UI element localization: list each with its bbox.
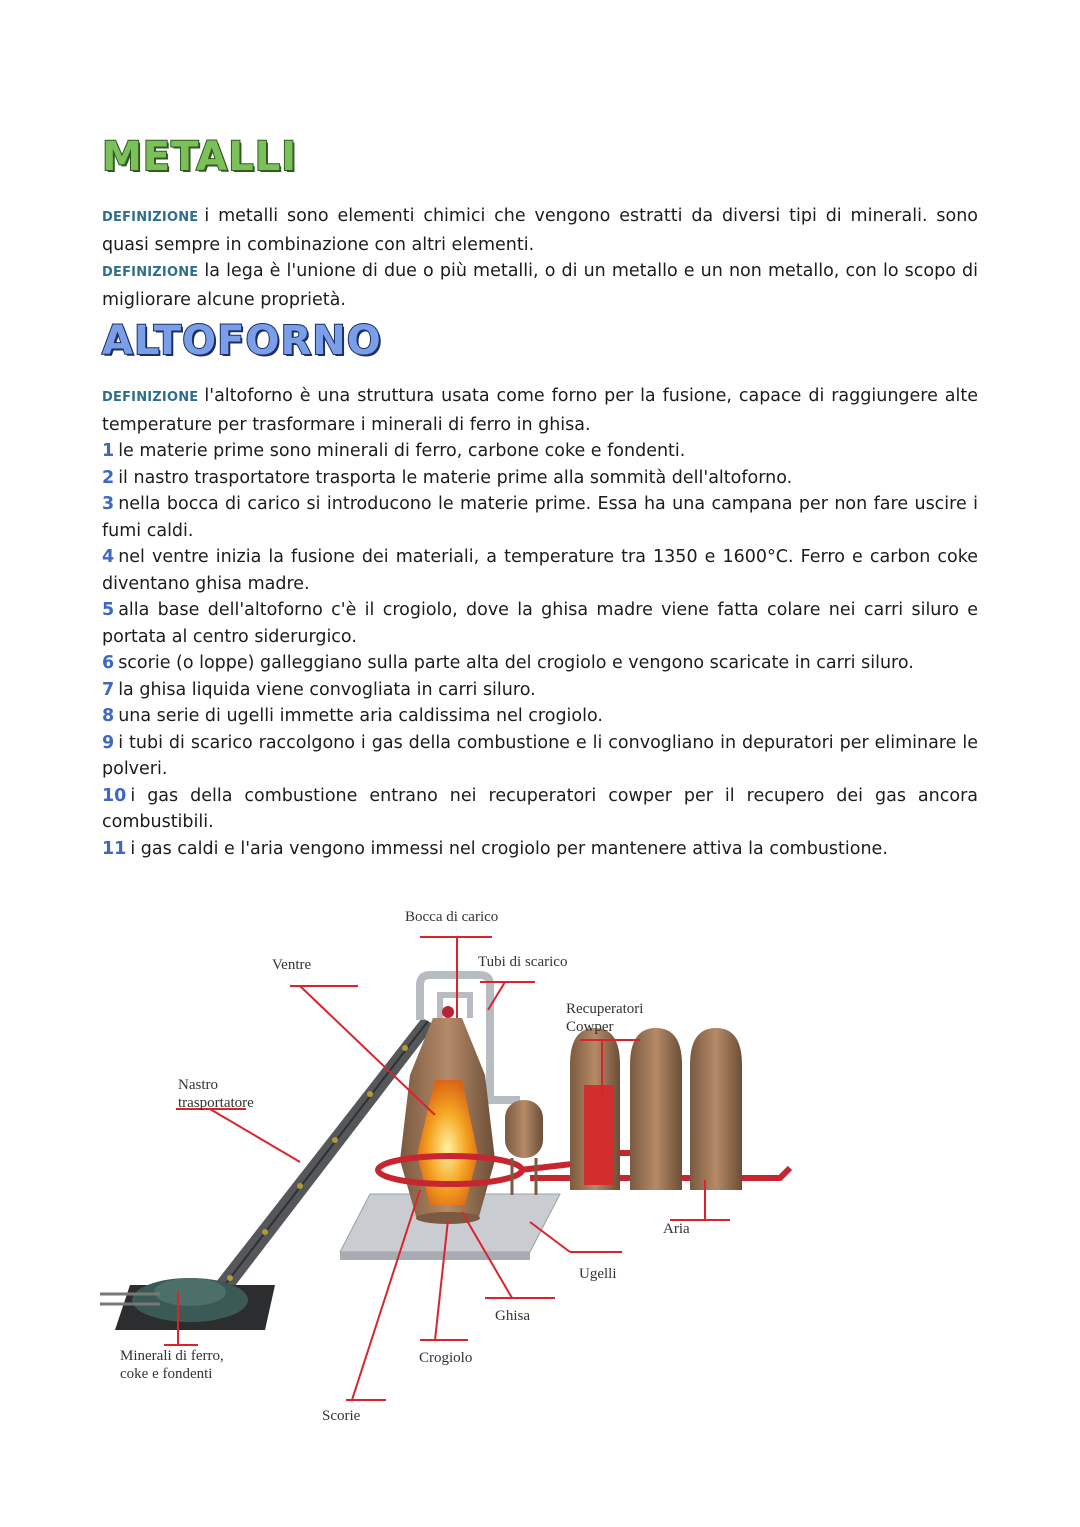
altoforno-section (102, 383, 978, 862)
label-ugelli: Ugelli (579, 1266, 617, 1282)
step-item (102, 465, 978, 492)
step-item (102, 783, 978, 836)
step-text: nel ventre inizia la fusione dei materiali, a temperature tra 1350 e 1600°C. Ferro e carbon coke diventano ghisa madre. (102, 547, 978, 594)
step-text: i gas della combustione entrano nei recuperatori cowper per il recupero dei gas ancora combustibili. (102, 785, 978, 832)
step-item (102, 677, 978, 704)
label-recuperatori: Recuperatori (566, 1001, 644, 1017)
heading-altoforno: ALTOFORNO (102, 318, 382, 364)
step-number: 7 (102, 679, 115, 700)
step-text: scorie (o loppe) galleggiano sulla parte alta del crogiolo e vengono scaricate in carri siluro. (118, 653, 914, 673)
step-text: nella bocca di carico si introducono le materie prime. Essa ha una campana per non fare uscire i fumi caldi. (102, 494, 978, 541)
step-item (102, 836, 978, 863)
definition-text: la lega è l'unione di due o più metalli, o di un metallo e un non metallo, con lo scopo di migliorare alcune proprietà. (102, 261, 978, 310)
definition-tag: DEFINIZIONE (102, 210, 199, 225)
step-number: 4 (102, 547, 115, 567)
label-aria: Aria (663, 1221, 690, 1237)
definition-text: i metalli sono elementi chimici che vengono estratti da diversi tipi di minerali. sono quasi sempre in combinazione con altri elementi. (102, 206, 978, 255)
step-text: le materie prime sono minerali di ferro, carbone coke e fondenti. (118, 441, 686, 461)
label-cowper: Cowper (566, 1019, 614, 1035)
step-text: alla base dell'altoforno c'è il crogiolo, dove la ghisa madre viene fatta colare nei carri siluro e portata al centro siderurgico. (102, 600, 978, 647)
heading-metalli: METALLI (102, 134, 298, 180)
label-ventre: Ventre (272, 957, 312, 973)
step-number: 2 (102, 467, 115, 488)
step-number: 1 (102, 441, 115, 461)
label-coke-fondenti: coke e fondenti (120, 1366, 213, 1382)
cowper-stoves (570, 1028, 742, 1190)
label-crogiolo: Crogiolo (419, 1350, 473, 1366)
step-item (102, 544, 978, 597)
step-number: 8 (102, 706, 115, 726)
step-item (102, 491, 978, 544)
label-nastro: Nastro (178, 1077, 218, 1093)
step-text: una serie di ugelli immette aria caldissima nel crogiolo. (118, 706, 603, 726)
step-number: 9 (102, 732, 115, 753)
definition-tag: DEFINIZIONE (102, 390, 199, 405)
definition-tag: DEFINIZIONE (102, 265, 199, 280)
label-minerali: Minerali di ferro, (120, 1348, 224, 1364)
definition-lega (102, 258, 978, 313)
label-scorie: Scorie (322, 1408, 361, 1420)
step-item (102, 730, 978, 783)
definition-text: l'altoforno è una struttura usata come forno per la fusione, capace di raggiungere alte temperature per trasformare i minerali di ferro in ghisa. (102, 386, 978, 435)
dust-collector (505, 1100, 543, 1195)
step-number: 11 (102, 838, 127, 859)
blast-furnace-diagram (90, 900, 810, 1420)
conveyor-belt (202, 1018, 435, 1308)
definition-altoforno (102, 383, 978, 438)
step-item (102, 650, 978, 677)
step-number: 3 (102, 494, 115, 514)
step-text: i gas caldi e l'aria vengono immessi nel crogiolo per mantenere attiva la combustione. (130, 838, 888, 859)
metalli-definitions (102, 203, 978, 313)
label-tubi-di-scarico: Tubi di scarico (478, 954, 568, 970)
label-trasportatore: trasportatore (178, 1095, 254, 1111)
label-ghisa: Ghisa (495, 1308, 530, 1324)
step-item (102, 703, 978, 730)
step-text: la ghisa liquida viene convogliata in carri siluro. (118, 679, 536, 700)
step-item (102, 438, 978, 465)
step-number: 5 (102, 600, 115, 620)
step-number: 10 (102, 785, 127, 806)
step-text: i tubi di scarico raccolgono i gas della combustione e li convogliano in depuratori per eliminare le polveri. (102, 732, 978, 779)
step-number: 6 (102, 653, 115, 673)
step-item (102, 597, 978, 650)
step-text: il nastro trasportatore trasporta le materie prime alla sommità dell'altoforno. (118, 467, 793, 488)
ore-pit (100, 1278, 275, 1330)
label-bocca-di-carico: Bocca di carico (405, 909, 499, 925)
definition-metalli (102, 203, 978, 258)
